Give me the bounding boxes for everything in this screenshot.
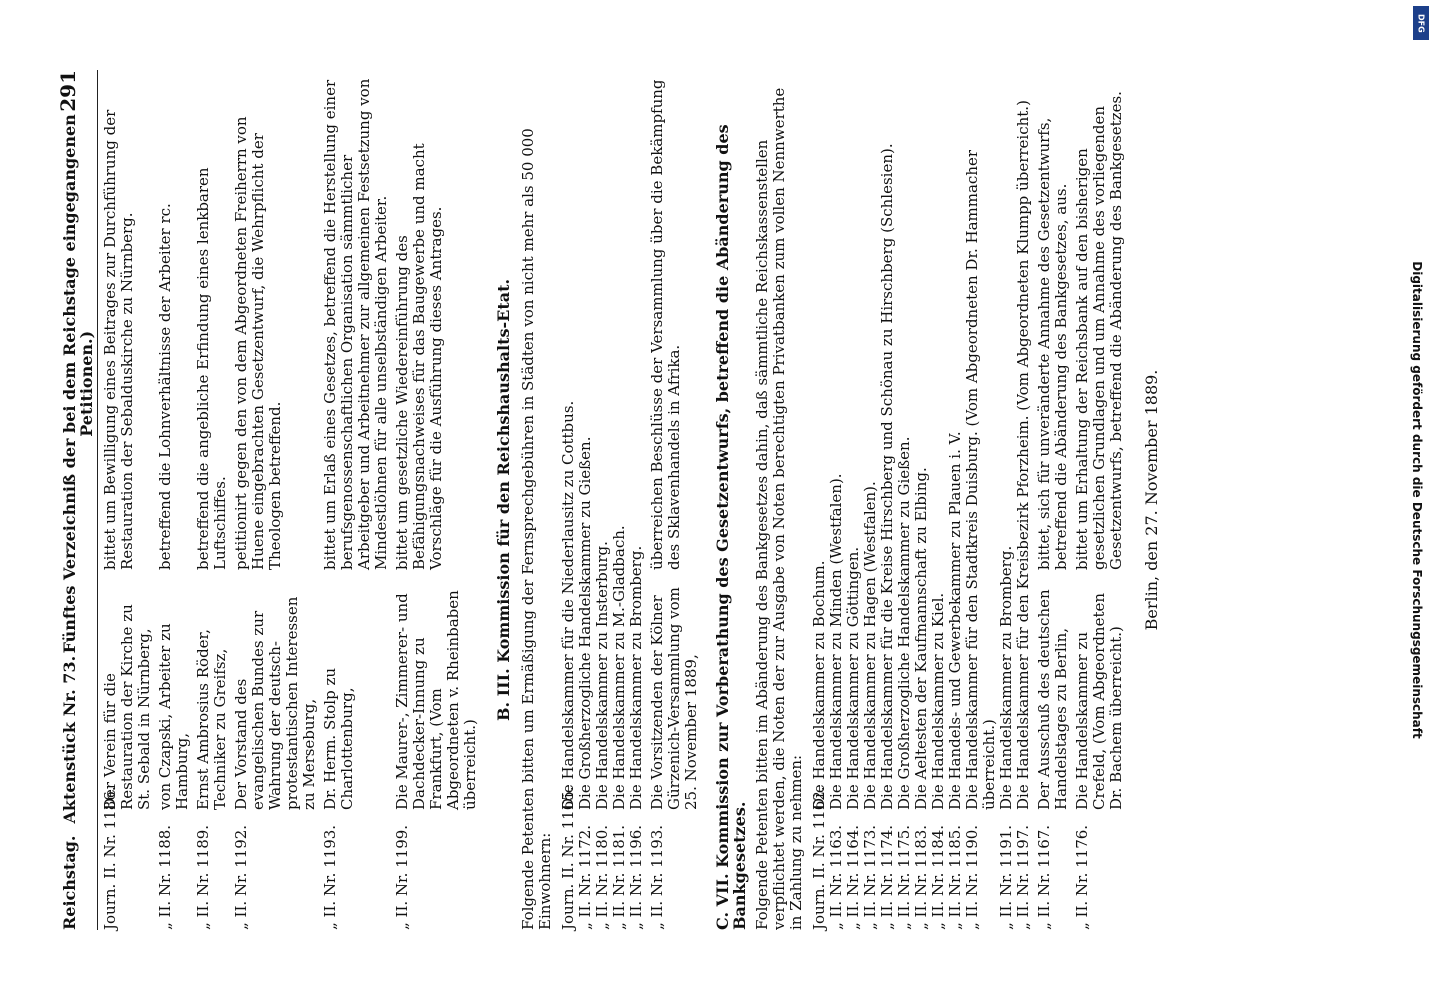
journal-ref: „ II. Nr. 1163.: [827, 824, 845, 930]
petitioner: Die Aeltesten der Kaufmannschaft zu Elbing.: [912, 467, 930, 810]
journal-ref: „ II. Nr. 1183.: [912, 824, 930, 930]
petitioner: Der Ausschuß des deutschen Handelstages zu Berlin,: [1035, 589, 1070, 810]
journal-ref: „ II. Nr. 1196.: [627, 824, 645, 930]
journal-ref: Journ. II. Nr. 1165.: [559, 786, 577, 930]
dfg-logo: DFG: [1413, 6, 1429, 40]
petition-row: [930, 70, 947, 930]
petition-subject: bittet um Erlaß eines Gesetzes, betreffend die Herstellung einer berufsgenossenschaftlichen Organisation sämmtlicher Arbeitgeber und Arbeitnehmer zur allgemeinen Festsetzung von Mindestlöhnen für alle unselbständigen Arbeiter.: [321, 78, 390, 570]
petition-row: [1015, 70, 1032, 930]
petition-row: [102, 70, 153, 930]
petition-subject: überreichen Beschlüsse der Versammlung über die Bekämpfung des Sklavenhandels in Afrika.: [648, 79, 683, 570]
page-number: 291: [56, 70, 80, 112]
petition-row: [947, 70, 964, 930]
journal-ref: „ II. Nr. 1197.: [1014, 824, 1032, 930]
journal-ref: „ II. Nr. 1192.: [232, 824, 250, 930]
header-document-number: Aktenstück Nr. 73.: [60, 655, 79, 824]
petitioner: Die Handelskammer für den Stadtkreis Duisburg. (Vom Abgeordneten Dr. Hammacher überreicht.): [963, 149, 998, 810]
journal-ref: „ II. Nr. 1176.: [1073, 824, 1091, 930]
petition-block-c7-extra: [1036, 70, 1125, 930]
signature-date: Berlin, den 27. November 1889.: [1142, 369, 1161, 631]
petition-row: [896, 70, 913, 930]
journal-ref: „ II. Nr. 1175.: [895, 824, 913, 930]
petition-row: [862, 70, 879, 930]
petitioner: Die Handelskammer zu Göttingen.: [844, 546, 862, 810]
petition-row: [964, 70, 998, 930]
petitioner: Die Handelskammer zu Insterburg.: [593, 541, 611, 810]
petition-row: [879, 70, 896, 930]
petition-subject: betreffend die Lohnverhältnisse der Arbeiter rc.: [156, 203, 174, 570]
journal-ref: „ II. Nr. 1184.: [929, 824, 947, 930]
petitioner: Die Handelskammer zu Bromberg.: [627, 545, 645, 810]
journal-ref: „ II. Nr. 1191.: [997, 824, 1015, 930]
petitioner: von Czapski, Arbeiter zu Hamburg,: [156, 623, 191, 810]
journal-ref: „ II. Nr. 1172.: [576, 824, 594, 930]
petitioner: Ernst Ambrosius Röder, Techniker zu Greifsz,: [194, 629, 229, 810]
petition-row: [611, 70, 628, 930]
journal-ref: „ II. Nr. 1180.: [593, 824, 611, 930]
header-left: Reichstag.: [60, 835, 79, 930]
header-title: Fünftes Verzeichniß der bei dem Reichstage eingegangenen Petitionen.): [60, 114, 96, 654]
journal-ref: „ II. Nr. 1193.: [321, 824, 339, 930]
petition-row: [560, 70, 577, 930]
petitioner: Dr. Herm. Stolp zu Charlottenburg,: [321, 667, 356, 810]
section-intro-c7: Folgende Petenten bitten im Abänderung des Bankgesetzes dahin, daß sämmtliche Reichskassenstellen verpflichtet werden, die Noten der zur Ausgabe von Noten berechtigten Privatbanken zum vollen Nennwerthe in Zahlung zu nehmen:: [753, 87, 805, 930]
petition-subject: betreffend die angebliche Erfindung eines lenkbaren Luftschiffes.: [194, 167, 229, 570]
petition-row: [1036, 70, 1070, 930]
petition-row: [913, 70, 930, 930]
petition-subject: petitionirt gegen den von dem Abgeordneten Freiherrn von Huene eingebrachten Gesetzentwurf, die Wehrpflicht der Theologen betreffend.: [232, 116, 284, 570]
petitioner: Die Großherzogliche Handelskammer zu Gießen.: [895, 436, 913, 810]
petitioner: Die Handels- und Gewerbekammer zu Plauen i. V.: [946, 431, 964, 810]
petition-list-c7: [811, 70, 1032, 930]
section-heading-c7: C. VII. Kommission zur Vorberathung des Gesetzentwurfs, betreffend die Abänderung des Bankgesetzes.: [713, 124, 749, 930]
journal-ref: Journ. II. Nr. 1186.: [101, 786, 119, 930]
petition-row: [594, 70, 611, 930]
petitioner: Die Großherzogliche Handelskammer zu Gießen.: [576, 436, 594, 810]
petitioner: Der Verein für die Restauration der Kirche zu St. Sebald in Nürnberg,: [101, 604, 153, 810]
petition-subject: bittet, sich für unveränderte Annahme des Gesetzentwurfs, betreffend die Abänderung des Bankgesetzes, aus.: [1035, 117, 1070, 570]
petition-row: [628, 70, 645, 930]
page-header: [56, 70, 98, 930]
petition-row: [845, 70, 862, 930]
journal-ref: „ II. Nr. 1189.: [194, 824, 212, 930]
journal-ref: „ II. Nr. 1185.: [946, 824, 964, 930]
petitioner: Die Handelskammer zu Bromberg.: [997, 545, 1015, 810]
journal-ref: „ II. Nr. 1199.: [393, 824, 411, 930]
petition-row: [577, 70, 594, 930]
section-heading-b3: B. III. Kommission für den Reichshaushalts-Etat.: [494, 278, 513, 722]
journal-ref: „ II. Nr. 1174.: [878, 824, 896, 930]
petitioner: Die Handelskammer zu Minden (Westfalen).: [827, 473, 845, 810]
petition-row: [811, 70, 828, 930]
petition-row: [394, 70, 479, 930]
petitioner: Die Vorsitzenden der Kölner Gürzenich-Versammlung vom 25. November 1889,: [648, 587, 700, 810]
petitioner: Die Maurer-, Zimmerer- und Dachdecker-Innung zu Frankfurt, (Vom Abgeordneten v. Rheinbaben überreicht.): [393, 590, 479, 810]
right-margin-note: [1406, 0, 1432, 1000]
petitioner: Die Handelskammer zu Hagen (Westfalen).: [861, 481, 879, 810]
petition-row: [998, 70, 1015, 930]
petition-row: [322, 70, 390, 930]
petitioner: Die Handelskammer zu Crefeld, (Vom Abgeordneten Dr. Bachem überreicht.): [1073, 592, 1125, 810]
petition-block-1: [102, 70, 479, 930]
section-intro-b3: Folgende Petenten bitten um Ermäßigung der Fernsprechgebühren in Städten von nicht mehr als 50 000 Einwohnern:: [519, 128, 554, 930]
journal-ref: „ II. Nr. 1188.: [156, 824, 174, 930]
journal-ref: Journ. II. Nr. 1162.: [810, 786, 828, 930]
petition-subject: bittet um Bewilligung eines Beitrages zur Durchführung der Restauration der Sebalduskirche zu Nürnberg.: [101, 109, 136, 570]
petitioner: Die Handelskammer für die Niederlausitz zu Cottbus.: [559, 400, 577, 810]
journal-ref: „ II. Nr. 1181.: [610, 824, 628, 930]
petition-row: [233, 70, 318, 930]
petitioner: Die Handelskammer zu Bochum.: [810, 560, 828, 810]
petitioner: Die Handelskammer zu M.-Gladbach.: [610, 525, 628, 810]
petition-row: [195, 70, 229, 930]
funding-note: Digitalisierung gefördert durch die Deutsche Forschungsgemeinschaft: [1410, 261, 1424, 739]
petition-row: [828, 70, 845, 930]
journal-ref: „ II. Nr. 1193.: [648, 824, 666, 930]
petitioner: Die Handelskammer zu Kiel.: [929, 592, 947, 810]
petition-row: [649, 70, 700, 930]
journal-ref: „ II. Nr. 1164.: [844, 824, 862, 930]
petition-row: [157, 70, 191, 930]
petitioner: Der Vorstand des evangelischen Bundes zur Wahrung der deutsch-protestantischen Interessen zu Merseburg,: [232, 596, 318, 810]
petition-row: [1074, 70, 1125, 930]
journal-ref: „ II. Nr. 1173.: [861, 824, 879, 930]
petition-subject: bittet um gesetzliche Wiedereinführung des Befähigungsnachweises für das Baugewerbe und macht Vorschläge für die Ausführung dieses Antrages.: [393, 143, 445, 570]
journal-ref: „ II. Nr. 1167.: [1035, 824, 1053, 930]
petitioner: Die Handelskammer für den Kreisbezirk Pforzheim. (Vom Abgeordneten Klumpp überreicht.): [1014, 100, 1032, 810]
petition-subject: bittet um Erhaltung der Reichsbank auf den bisherigen gesetzlichen Grundlagen und um Annahme des vorliegenden Gesetzentwurfs, betreffend die Abänderung des Bankgesetzes.: [1073, 91, 1125, 570]
journal-ref: „ II. Nr. 1190.: [963, 824, 981, 930]
petitioner: Die Handelskammer für die Kreise Hirschberg und Schönau zu Hirschberg (Schlesien).: [878, 143, 896, 810]
petition-list-b3: [560, 70, 645, 930]
